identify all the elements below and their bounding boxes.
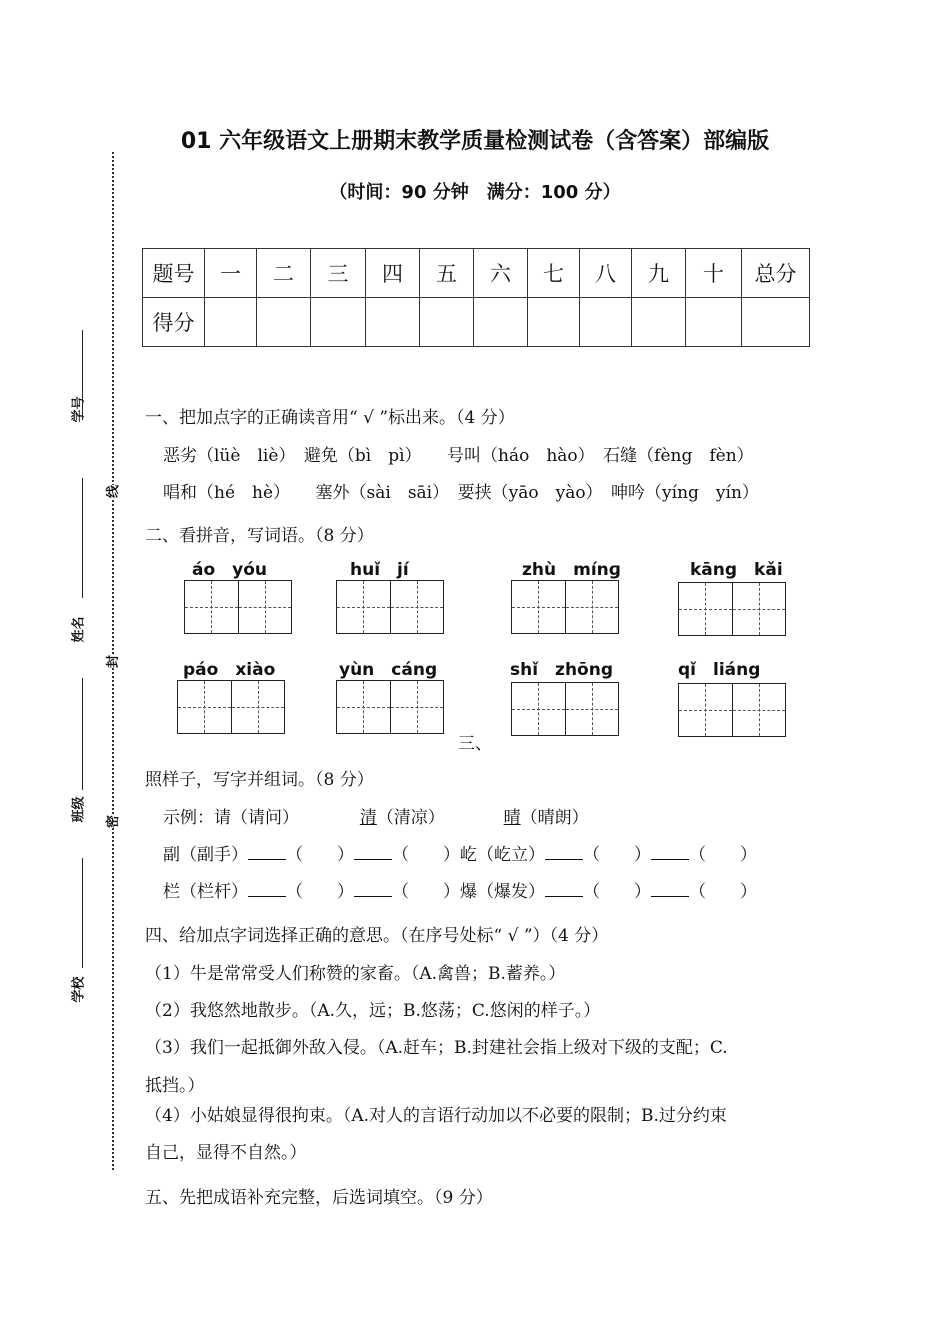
score-table-score-row [143, 298, 810, 347]
q1-line-2: 唱和（hé hè） 塞外（sài sāi） 要挟（yāo yào） 呻吟（yíng yín） [163, 483, 759, 503]
q4-item-3: （3）我们一起抵御外敌入侵。（A.赶车；B.封建社会指上级对下级的支配；C. [145, 1038, 728, 1058]
xuexiao-blank-line [82, 858, 83, 968]
score-cell[interactable] [686, 298, 742, 347]
pinyin-label: zhù mínɡ [522, 560, 621, 580]
header-cell: 八 [580, 249, 632, 298]
writing-grid[interactable] [336, 580, 444, 634]
answer-paren[interactable]: （ ） [286, 882, 354, 902]
margin-seal-xian: 线 [102, 485, 121, 498]
xuehao-blank-line [82, 330, 83, 420]
q3-row-2 [163, 877, 757, 902]
pinyin-label: huǐ jí [350, 560, 409, 580]
pinyin-label: áo yóu [192, 560, 268, 580]
answer-paren[interactable]: （ ） [583, 882, 651, 902]
writing-grid[interactable] [336, 680, 444, 734]
score-cell[interactable] [205, 298, 257, 347]
header-cell: 十 [686, 249, 742, 298]
header-cell: 六 [474, 249, 528, 298]
q3-row1-item-a: 副（副手） [163, 845, 248, 865]
answer-paren[interactable]: （ ） [583, 845, 651, 865]
q3-example-word-qinglang: （晴朗） [520, 808, 589, 828]
score-cell[interactable] [528, 298, 580, 347]
banji-blank-line [82, 678, 83, 790]
margin-seal-mi: 密 [102, 815, 121, 828]
q3-example-char-qing: 清 [359, 808, 377, 828]
writing-grid[interactable] [177, 680, 285, 734]
answer-blank[interactable] [248, 882, 286, 897]
header-cell: 五 [420, 249, 474, 298]
q4-item-1: （1）牛是常常受人们称赞的家畜。（A.禽兽；B.蓄养。） [145, 964, 566, 984]
q4-item-4: （4）小姑娘显得很拘束。（A.对人的言语行动加以不必要的限制；B.过分约束 [145, 1106, 727, 1126]
xingming-blank-line [82, 478, 83, 598]
score-cell[interactable] [366, 298, 420, 347]
score-cell[interactable] [257, 298, 311, 347]
writing-grid[interactable] [511, 580, 619, 634]
header-cell: 二 [257, 249, 311, 298]
pinyin-label: páo xiào [183, 660, 276, 680]
page-title: 01 六年级语文上册期末教学质量检测试卷（含答案）部编版 [180, 129, 770, 154]
q3-row-1 [163, 840, 757, 865]
pinyin-label: yùn cáng [339, 660, 438, 680]
writing-grid[interactable] [184, 580, 292, 634]
q4-item-2: （2）我悠然地散步。（A.久，远；B.悠荡；C.悠闲的样子。） [145, 1001, 601, 1021]
q3-example-prefix: 示例：请（请问） [163, 808, 299, 828]
header-cell: 一 [205, 249, 257, 298]
q2-heading: 二、看拼音，写词语。（8 分） [145, 526, 374, 546]
margin-label-xuexiao: 学校 [71, 976, 87, 1003]
writing-grid[interactable] [678, 683, 786, 737]
answer-blank[interactable] [354, 882, 392, 897]
q1-heading: 一、把加点字的正确读音用“ √ ”标出来。（4 分） [145, 408, 515, 428]
q3-row2-item-a: 栏（栏杆） [163, 882, 248, 902]
header-cell: 九 [632, 249, 686, 298]
header-cell: 总分 [742, 249, 810, 298]
answer-blank[interactable] [545, 882, 583, 897]
q1-line-1: 恶劣（lüè liè） 避免（bì pì） 号叫（háo hào） 石缝（fèng fèn） [163, 446, 754, 466]
q4-item-4-cont: 自己，显得不自然。） [145, 1143, 307, 1163]
score-cell[interactable] [311, 298, 366, 347]
answer-blank[interactable] [354, 845, 392, 860]
score-cell[interactable] [742, 298, 810, 347]
score-cell[interactable] [474, 298, 528, 347]
q3-example-word-qingliang: （清凉） [376, 808, 445, 828]
score-cell[interactable] [420, 298, 474, 347]
pinyin-label: qǐ liáng [678, 660, 761, 680]
answer-paren[interactable]: （ ） [689, 845, 757, 865]
q3-row1-item-b: 屹（屹立） [460, 845, 545, 865]
header-cell: 题号 [143, 249, 205, 298]
margin-label-xingming: 姓名 [71, 616, 87, 643]
q4-heading: 四、给加点字词选择正确的意思。（在序号处标“ √ ”）（4 分） [145, 926, 609, 946]
answer-paren[interactable]: （ ） [392, 882, 460, 902]
writing-grid[interactable] [678, 582, 786, 636]
q3-example-char-qing2: 晴 [503, 808, 521, 828]
header-cell: 四 [366, 249, 420, 298]
margin-label-xuehao: 学号 [71, 396, 87, 423]
margin-seal-feng: 封 [102, 655, 121, 668]
q4-item-3-cont: 抵挡。） [145, 1076, 205, 1096]
answer-blank[interactable] [651, 845, 689, 860]
answer-paren[interactable]: （ ） [286, 845, 354, 865]
score-table-header-row [143, 249, 810, 298]
writing-grid[interactable] [511, 682, 619, 736]
score-table [142, 248, 810, 347]
q3-heading: 照样子，写字并组词。（8 分） [145, 770, 374, 790]
q3-row2-item-b: 爆（爆发） [460, 882, 545, 902]
answer-paren[interactable]: （ ） [392, 845, 460, 865]
answer-paren[interactable]: （ ） [689, 882, 757, 902]
exam-time-score: （时间：90 分钟 满分：100 分） [329, 182, 621, 203]
q3-example [163, 803, 589, 828]
answer-blank[interactable] [651, 882, 689, 897]
margin-label-banji: 班级 [71, 796, 87, 823]
answer-blank[interactable] [545, 845, 583, 860]
pinyin-label: kāng kǎi [690, 560, 783, 580]
answer-blank[interactable] [248, 845, 286, 860]
header-cell: 七 [528, 249, 580, 298]
score-cell[interactable] [632, 298, 686, 347]
score-cell[interactable] [580, 298, 632, 347]
q3-number: 三、 [458, 734, 492, 754]
q5-heading: 五、先把成语补充完整，后选词填空。（9 分） [145, 1188, 493, 1208]
header-cell: 三 [311, 249, 366, 298]
score-row-label: 得分 [143, 298, 205, 347]
pinyin-label: shǐ zhōng [510, 660, 613, 680]
